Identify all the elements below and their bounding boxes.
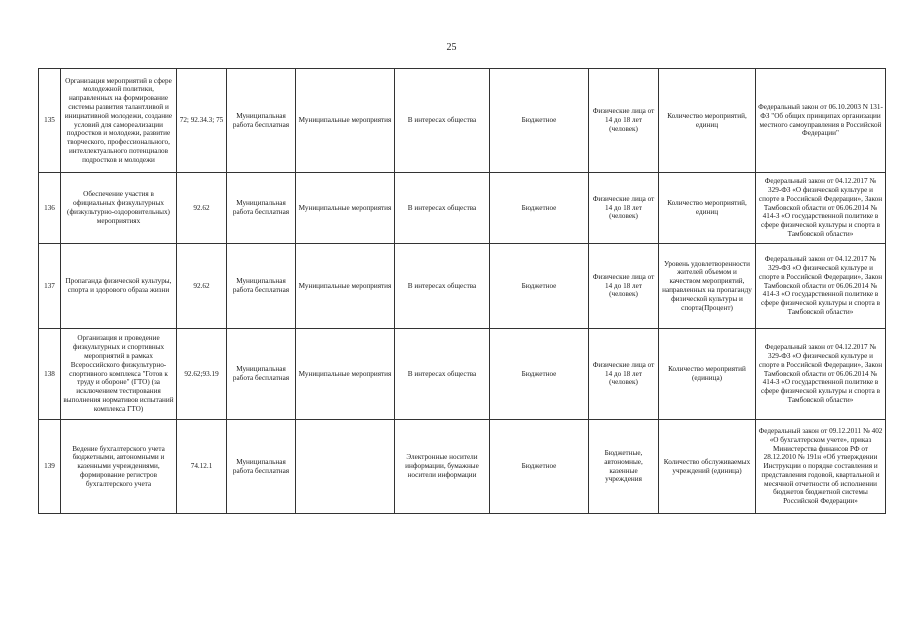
row-number: 137: [39, 244, 61, 329]
row-number: 138: [39, 329, 61, 420]
row-number: 139: [39, 420, 61, 514]
work-type: Муниципальная работа бесплатная: [227, 329, 296, 420]
interest-cell: Электронные носители информации, бумажные носители информации: [395, 420, 490, 514]
work-category: Муниципальные мероприятия: [296, 69, 395, 173]
work-category: Муниципальные мероприятия: [296, 244, 395, 329]
law-cell: Федеральный закон от 04.12.2017 № 329-ФЗ «О физической культуре и спорте в Российской Федерации», Закон Тамбовской области от 06.06.2014 № 414-З «О государственной политике в сфере физической культуры и спорта в Тамбовской области»: [756, 244, 886, 329]
work-name: Обеспечение участия в официальных физкультурных (физкультурно-оздоровительных) мероприятиях: [61, 173, 177, 244]
consumers-cell: Физические лица от 14 до 18 лет (человек): [589, 244, 659, 329]
work-type: Муниципальная работа бесплатная: [227, 173, 296, 244]
work-type: Муниципальная работа бесплатная: [227, 420, 296, 514]
work-type: Муниципальная работа бесплатная: [227, 244, 296, 329]
law-cell: Федеральный закон от 04.12.2017 № 329-ФЗ «О физической культуре и спорте в Российской Федерации», Закон Тамбовской области от 06.06.2014 № 414-З «О государственной политике в сфере физической культуры и спорта в Тамбовской области»: [756, 329, 886, 420]
table-row: [39, 329, 886, 420]
financing-cell: Бюджетное: [490, 69, 589, 173]
indicator-cell: Количество мероприятий (единица): [659, 329, 756, 420]
interest-cell: В интересах общества: [395, 69, 490, 173]
financing-cell: Бюджетное: [490, 329, 589, 420]
financing-cell: Бюджетное: [490, 244, 589, 329]
row-number: 135: [39, 69, 61, 173]
consumers-cell: Физические лица от 14 до 18 лет (человек): [589, 329, 659, 420]
law-cell: Федеральный закон от 06.10.2003 N 131-ФЗ "Об общих принципах организации местного самоуправления в Российской Федерации": [756, 69, 886, 173]
indicator-cell: Количество мероприятий, единиц: [659, 173, 756, 244]
law-cell: Федеральный закон от 09.12.2011 № 402 «О бухгалтерском учете», приказ Министерства финансов РФ от 28.12.2010 № 191н «Об утверждении Инструкции о порядке составления и представления годовой, квартальной и месячной отчетности об исполнении бюджетов бюджетной системы Российской Федерации»: [756, 420, 886, 514]
consumers-cell: Физические лица от 14 до 18 лет (человек): [589, 69, 659, 173]
table-row: [39, 420, 886, 514]
consumers-cell: Физические лица от 14 до 18 лет (человек): [589, 173, 659, 244]
consumers-cell: Бюджетные, автономные, казенные учреждения: [589, 420, 659, 514]
work-name: Организация и проведение физкультурных и спортивных мероприятий в рамках Всероссийского физкультурно-спортивного комплекса "Готов к труду и обороне" (ГТО) (за исключением тестирования выполнения нормативов испытаний комплекса ГТО): [61, 329, 177, 420]
okved-code: 92.62: [177, 173, 227, 244]
work-name: Пропаганда физической культуры, спорта и здорового образа жизни: [61, 244, 177, 329]
work-category: Муниципальные мероприятия: [296, 173, 395, 244]
okved-code: 92.62;93.19: [177, 329, 227, 420]
financing-cell: Бюджетное: [490, 420, 589, 514]
indicator-cell: Уровень удовлетворенности жителей объемом и качеством мероприятий, направленных на пропаганду физической культуры и спорта(Процент): [659, 244, 756, 329]
indicator-cell: Количество мероприятий, единиц: [659, 69, 756, 173]
work-name: Ведение бухгалтерского учета бюджетными, автономными и казенными учреждениями, формирование регистров бухгалтерского учета: [61, 420, 177, 514]
financing-cell: Бюджетное: [490, 173, 589, 244]
work-category: Муниципальные мероприятия: [296, 329, 395, 420]
interest-cell: В интересах общества: [395, 329, 490, 420]
indicator-cell: Количество обслуживаемых учреждений (единица): [659, 420, 756, 514]
page-number: 25: [446, 42, 457, 53]
interest-cell: В интересах общества: [395, 173, 490, 244]
work-name: Организация мероприятий в сфере молодежной политики, направленных на формирование системы развития талантливой и инициативной молодежи, создание условий для самореализации подростков и молодежи, развитие творческого, профессионального, интеллектуального потенциалов подростков и молодежи: [61, 69, 177, 173]
okved-code: 92.62: [177, 244, 227, 329]
table-row: [39, 244, 886, 329]
work-category: [296, 420, 395, 514]
okved-code: 74.12.1: [177, 420, 227, 514]
work-type: Муниципальная работа бесплатная: [227, 69, 296, 173]
okved-code: 72; 92.34.3; 75: [177, 69, 227, 173]
row-number: 136: [39, 173, 61, 244]
registry-table: [38, 68, 886, 514]
table-row: [39, 173, 886, 244]
interest-cell: В интересах общества: [395, 244, 490, 329]
law-cell: Федеральный закон от 04.12.2017 № 329-ФЗ «О физической культуре и спорте в Российской Федерации», Закон Тамбовской области от 06.06.2014 № 414-З «О государственной политике в сфере физической культуры и спорта в Тамбовской области»: [756, 173, 886, 244]
table-row: [39, 69, 886, 173]
